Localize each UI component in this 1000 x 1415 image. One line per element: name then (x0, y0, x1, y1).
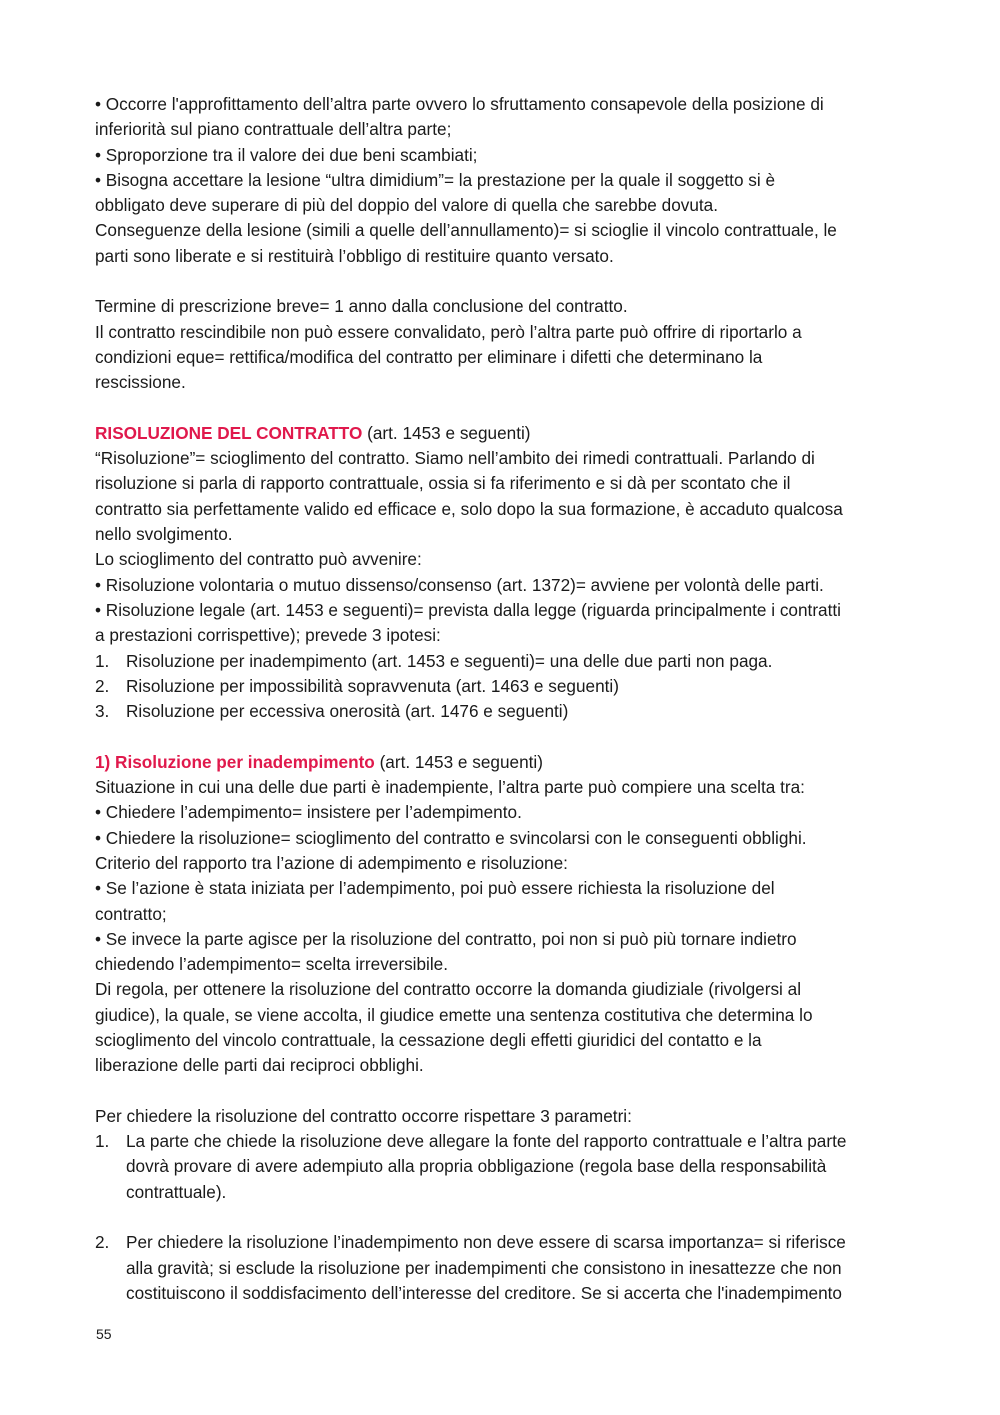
text-line: dovrà provare di avere adempiuto alla propria obbligazione (regola base della responsabilità (126, 1156, 827, 1177)
text-line: • Sproporzione tra il valore dei due beni scambiati; (95, 144, 478, 165)
numbered-item (95, 699, 915, 724)
text-line: a prestazioni corrispettive); prevede 3 ipotesi: (95, 625, 441, 646)
text-line: La parte che chiede la risoluzione deve allegare la fonte del rapporto contrattuale e l’altra parte (126, 1131, 847, 1152)
paragraph: Per chiedere la risoluzione del contratto occorre rispettare 3 parametri: (95, 1105, 632, 1126)
text-line: • Chiedere la risoluzione= scioglimento del contratto e svincolarsi con le conseguenti obblighi. (95, 827, 807, 848)
item-number: 2. (95, 675, 110, 696)
numbered-item (95, 649, 915, 674)
bullet-item (95, 927, 915, 978)
numbered-item (95, 1230, 915, 1306)
text-line: nello svolgimento. (95, 524, 233, 545)
text-line: Conseguenze della lesione (simili a quelle dell’annullamento)= si scioglie il vincolo contrattuale, le (95, 220, 837, 241)
bullet-item (95, 92, 915, 143)
bullet-item (95, 168, 915, 219)
bullet-item (95, 876, 915, 927)
item-number: 3. (95, 701, 110, 722)
text-line: contratto; (95, 903, 167, 924)
section-heading-risoluzione (95, 421, 915, 446)
paragraph (95, 218, 915, 269)
text-line: risoluzione si parla di rapporto contrattuale, ossia si fa riferimento e si dà per scontato che il (95, 473, 791, 494)
text-line: giudice), la quale, se viene accolta, il giudice emette una sentenza costitutiva che determina lo (95, 1004, 813, 1025)
text-line: • Occorre l'approfittamento dell’altra parte ovvero lo sfruttamento consapevole della posizione di (95, 94, 824, 114)
heading-reference: (art. 1453 e seguenti) (362, 422, 531, 443)
text-line: contratto sia perfettamente valido ed efficace e, solo dopo la sua formazione, è accaduto qualcosa (95, 498, 843, 519)
text-line: rescissione. (95, 372, 186, 393)
paragraph: Situazione in cui una delle due parti è inadempiente, l’altra parte può compiere una scelta tra: (95, 777, 805, 798)
paragraph (95, 294, 915, 395)
text-line: Di regola, per ottenere la risoluzione del contratto occorre la domanda giudiziale (rivolgersi al (95, 979, 802, 1000)
item-number: 2. (95, 1232, 110, 1253)
text-line: • Risoluzione legale (art. 1453 e seguenti)= prevista dalla legge (riguarda principalmente i contratti (95, 599, 841, 620)
text-line: parti sono liberate e si restituirà l’obbligo di restituire quanto versato. (95, 245, 614, 266)
text-line: • Chiedere l’adempimento= insistere per l’adempimento. (95, 802, 522, 823)
text-line: alla gravità; si esclude la risoluzione per inadempimenti che consistono in inesattezze che non (126, 1257, 842, 1278)
paragraph (95, 977, 915, 1078)
text-line: • Se l’azione è stata iniziata per l’adempimento, poi può essere richiesta la risoluzione del (95, 878, 775, 899)
bullet-item (95, 598, 915, 649)
text-line: scioglimento del vincolo contrattuale, la cessazione degli effetti giuridici del contatto e la (95, 1029, 762, 1050)
paragraph: Criterio del rapporto tra l’azione di adempimento e risoluzione: (95, 852, 568, 873)
paragraph (95, 446, 915, 547)
numbered-item (95, 674, 915, 699)
text-line: “Risoluzione”= scioglimento del contratto. Siamo nell’ambito dei rimedi contrattuali. Parlando di (95, 448, 815, 469)
text-line: contrattuale). (126, 1181, 227, 1202)
text-line: inferiorità sul piano contrattuale dell’altra parte; (95, 119, 452, 140)
heading-reference: (art. 1453 e seguenti) (374, 751, 543, 772)
text-line: • Bisogna accettare la lesione “ultra dimidium”= la prestazione per la quale il soggetto si è (95, 169, 776, 190)
item-number: 1. (95, 650, 110, 671)
heading-accent-text: RISOLUZIONE DEL CONTRATTO (95, 422, 363, 443)
text-line: Il contratto rescindibile non può essere convalidato, però l’altra parte può offrire di riportarlo a (95, 321, 802, 342)
text-line: costituiscono il soddisfacimento dell’interesse del creditore. Se si accerta che l'inadempimento (126, 1282, 842, 1303)
bullet-item (95, 826, 915, 851)
text-line: Risoluzione per eccessiva onerosità (art. 1476 e seguenti) (126, 701, 569, 722)
page-number: 55 (96, 1326, 112, 1342)
text-line: Risoluzione per inadempimento (art. 1453 e seguenti)= una delle due parti non paga. (126, 650, 773, 671)
bullet-item (95, 573, 915, 598)
text-line: • Risoluzione volontaria o mutuo dissenso/consenso (art. 1372)= avviene per volontà delle parti. (95, 574, 824, 595)
text-line: • Se invece la parte agisce per la risoluzione del contratto, poi non si può più tornare indietro (95, 928, 797, 949)
heading-accent-text: 1) Risoluzione per inadempimento (95, 751, 375, 772)
text-line: obbligato deve superare di più del doppio del valore di quella che sarebbe dovuta. (95, 195, 719, 216)
text-line: Per chiedere la risoluzione l’inadempimento non deve essere di scarsa importanza= si riferisce (126, 1232, 846, 1253)
section-heading-inadempimento (95, 750, 915, 775)
bullet-item (95, 800, 915, 825)
text-line: condizioni eque= rettifica/modifica del contratto per eliminare i difetti che determinano la (95, 346, 763, 367)
bullet-item (95, 143, 915, 168)
text-line: chiedendo l’adempimento= scelta irreversibile. (95, 954, 449, 975)
item-number: 1. (95, 1131, 110, 1152)
page-content (95, 92, 915, 1306)
text-line: Risoluzione per impossibilità sopravvenuta (art. 1463 e seguenti) (126, 675, 619, 696)
numbered-item (95, 1129, 915, 1205)
text-line: Termine di prescrizione breve= 1 anno dalla conclusione del contratto. (95, 296, 628, 317)
text-line: liberazione delle parti dai reciproci obblighi. (95, 1055, 424, 1076)
paragraph: Lo scioglimento del contratto può avvenire: (95, 549, 422, 570)
